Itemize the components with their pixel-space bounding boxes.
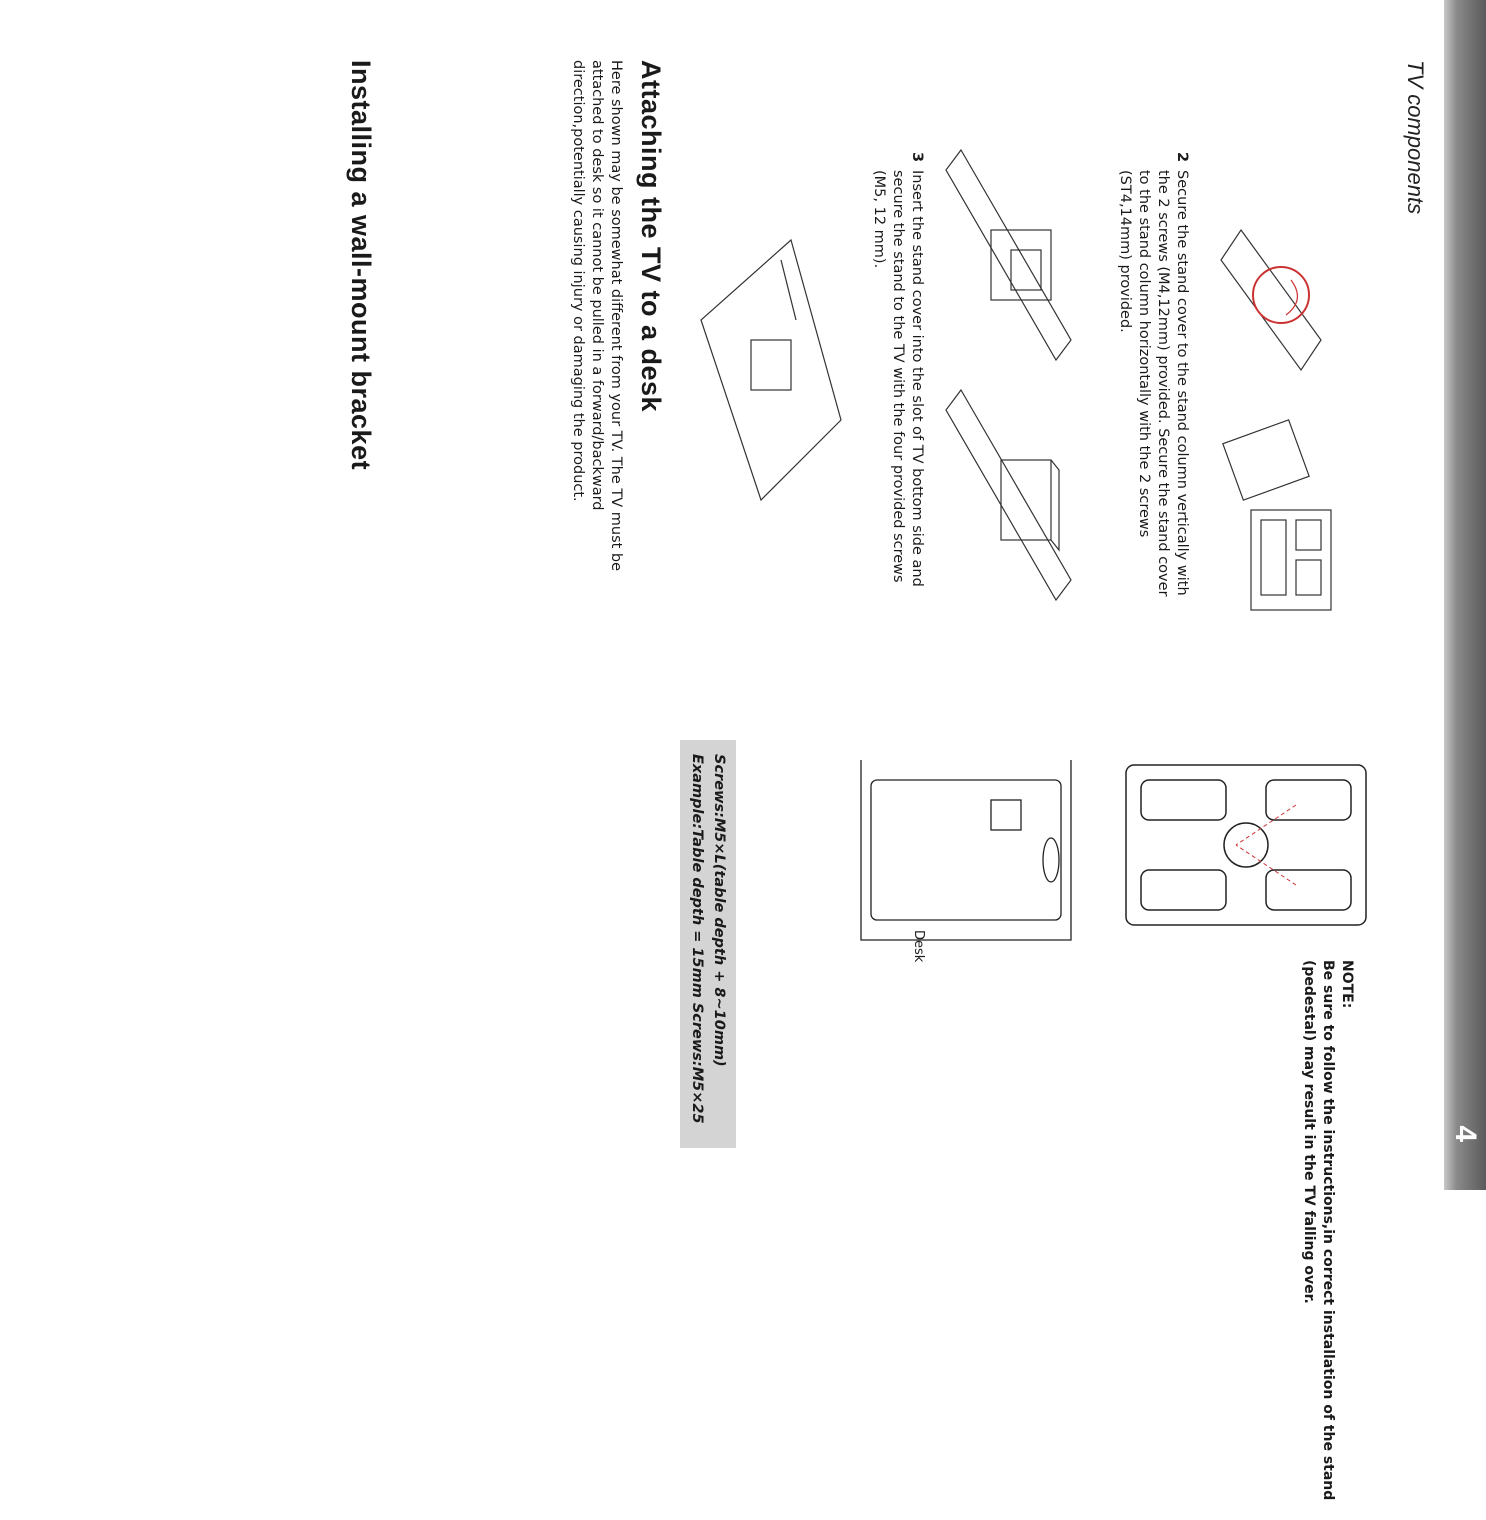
screw-formula-line2: Example:Table depth = 15mm Screws:M5×25 <box>689 754 705 1124</box>
stand-step2-text: Secure the stand cover to the stand column vertically with the 2 screws (M4,12mm) provided. Secure the stand cover to the stand column horizontally with the 2 screws (ST4,14mm) provided. <box>1117 170 1190 597</box>
desk-title: Attaching the TV to a desk <box>636 60 666 413</box>
desk-label: Desk <box>911 930 926 963</box>
page-number: 4 <box>1449 1125 1482 1142</box>
stand-step2-number: 2 <box>1174 152 1190 163</box>
wall-mount-title: Installing a wall-mount bracket <box>346 60 376 471</box>
screw-formula-line1: Screws:M5×L(table depth + 8~10mm) <box>711 754 727 1067</box>
stand-step3-text: Insert the stand cover into the slot of TV bottom side and secure the stand to the TV with the four provided screws (M5, 12 mm). <box>871 170 925 587</box>
desk-note-title: NOTE: <box>1339 960 1355 1009</box>
desk-text: Here shown may be somewhat different from your TV. The TV must be attached to desk so it cannot be pulled in a forward/backward direction,potentially causing injury or damaging the product. <box>570 60 624 572</box>
header-title: TV components <box>1403 60 1428 215</box>
desk-note-text: Be sure to follow the instructions,in correct installation of the stand (pedestal) may result in the TV falling over. <box>1301 960 1336 1501</box>
stand-step3-number: 3 <box>909 152 925 163</box>
